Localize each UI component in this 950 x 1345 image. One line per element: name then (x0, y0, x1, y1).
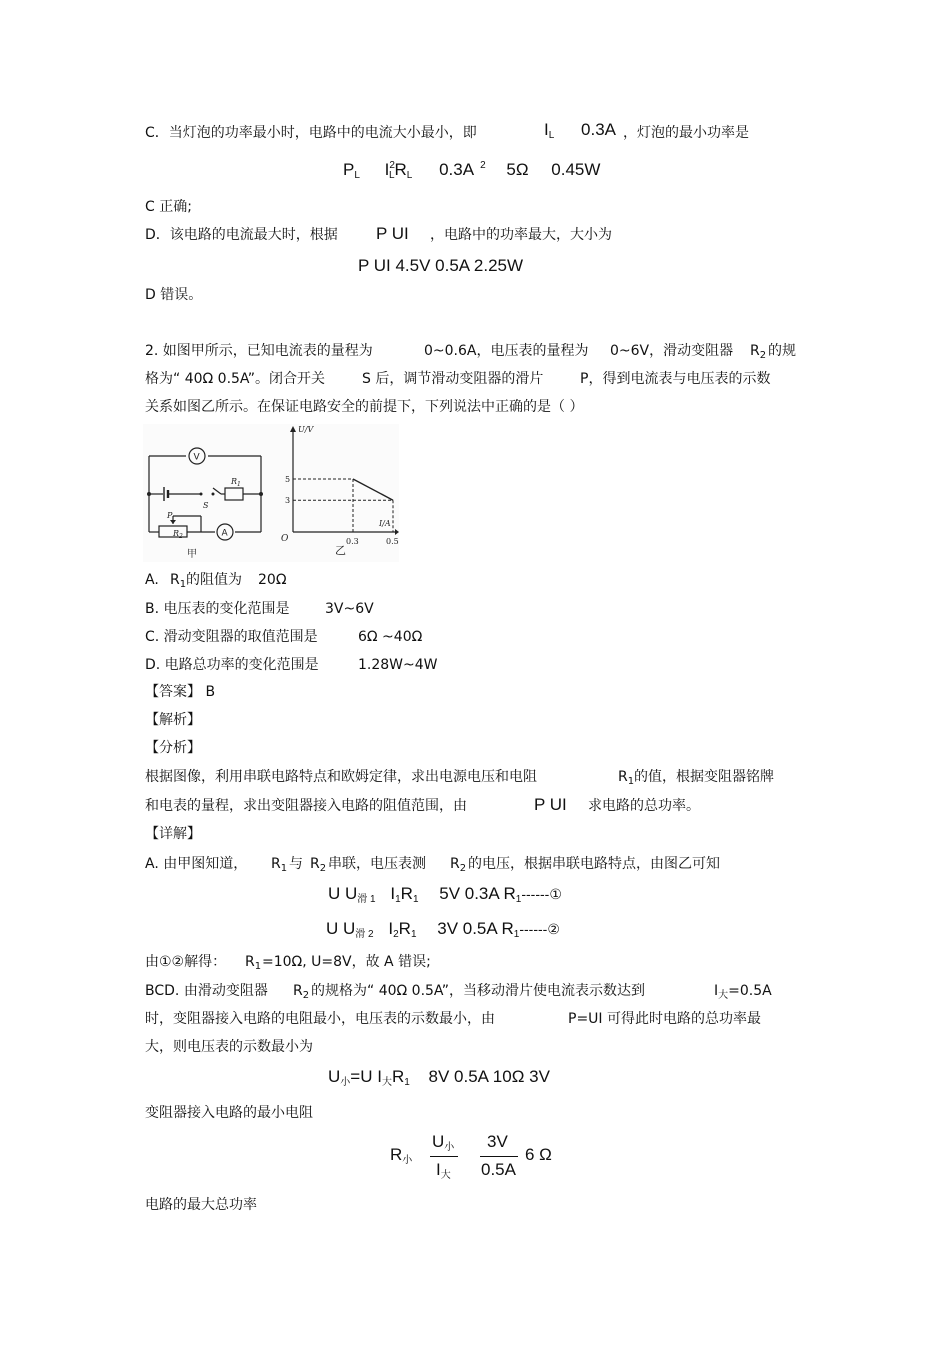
option-a-value: 20Ω (258, 572, 287, 588)
formula-il: $I_L$ 0.3A (544, 120, 617, 141)
detail-a-r2: $R_2$ (310, 856, 327, 874)
bcd-r2: $R_2$ (293, 983, 310, 1001)
option-b-value: 3V~6V (325, 601, 374, 617)
rmin-denominator: $I_大$ (436, 1160, 451, 1181)
solve-1: 由①②解得： (145, 954, 227, 970)
detail-a-2: 与 (289, 856, 303, 872)
option-d-text: D. 电路总功率的变化范围是 (145, 657, 319, 673)
option-b-text: B. 电压表的变化范围是 (145, 601, 290, 617)
formula-rmin-lhs: $R_小$ (390, 1145, 413, 1166)
x-tick-label-1: 0.5 (386, 537, 399, 546)
analysis-line-2a: 和电表的量程，求出变阻器接入电路的阻值范围，由 (145, 798, 467, 814)
d-line-1b: ，电路中的功率最大，大小为 (430, 227, 612, 243)
r2-label: $R_2$ (173, 529, 183, 540)
node-left (147, 492, 151, 496)
solve-2: =10Ω, U=8V，故 A 错误; (262, 954, 431, 970)
rmin-denominator-2: 0.5A (481, 1160, 516, 1179)
section-fenxi: 【分析】 (145, 740, 201, 756)
detail-a-3: 串联，电压表测 (328, 856, 426, 872)
q2-line-2c: P，得到电流表与电压表的示数 (580, 371, 771, 387)
option-d-value: 1.28W~4W (358, 657, 438, 673)
figure-background (143, 424, 399, 562)
r1-label: $R_1$ (231, 477, 241, 488)
option-a-prefix: A. (145, 572, 159, 588)
q2-line-2a: 格为“ 40Ω 0.5A”。闭合开关 (145, 371, 326, 387)
label-yi: 乙 (335, 544, 346, 557)
circuit-and-graph-figure (143, 424, 399, 562)
rmin-numerator-2: 3V (487, 1132, 508, 1151)
equation-1: U $U_{滑 1}$ $I_1R_1$ 5V 0.3A $R_1------①$ (328, 884, 562, 905)
detail-a-4: 的电压，根据串联电路特点，由图乙可知 (468, 856, 720, 872)
formula-pui-d: P UI (376, 224, 409, 243)
d-wrong: D 错误。 (145, 287, 203, 303)
formula-pl: $P_L$ $I^2_LR_L$ 0.3A $^2$ 5Ω 0.45W (343, 160, 601, 181)
detail-a-r1: $R_1$ (271, 856, 288, 874)
q2-line-1b: 0~0.6A，电压表的量程为 (424, 343, 589, 359)
analysis-line-1a: 根据图像，利用串联电路特点和欧姆定律，求出电源电压和电阻 (145, 769, 537, 785)
label-jia: 甲 (187, 549, 197, 560)
option-a-r1: $R_1$ (170, 572, 187, 590)
analysis-line-2b: 求电路的总功率。 (588, 798, 700, 814)
answer: 【答案】 B (145, 684, 216, 700)
origin-label: O (281, 534, 289, 544)
bcd-line-1b: 的规格为“ 40Ω 0.5A”，当移动滑片使电流表示数达到 (311, 983, 646, 999)
node-right (259, 492, 263, 496)
u-axis-label: U/V (298, 425, 314, 434)
rmin-result: 6 Ω (525, 1145, 552, 1164)
analysis-r1: $R_1$ (618, 769, 635, 787)
formula-pd: P UI 4.5V 0.5A 2.25W (358, 256, 524, 275)
section-xiangjie: 【详解】 (145, 826, 201, 842)
rmin-fraction-line-1 (430, 1156, 458, 1157)
y-tick-label-0: 5 (285, 475, 291, 484)
d-line-1a: D．该电路的电流最大时，根据 (145, 227, 338, 243)
c-line-1b: ，灯泡的最小功率是 (623, 125, 749, 141)
bcd-line-3: 大，则电压表的示数最小为 (145, 1039, 313, 1055)
bcd-line-1a: BCD. 由滑动变阻器 (145, 983, 268, 999)
y-tick-label-1: 3 (285, 496, 291, 506)
bcd-line-2a: 时，变阻器接入电路的电阻最小，电压表的示数最小，由 (145, 1011, 495, 1027)
q2-r2: $R_2$ (750, 343, 767, 361)
detail-a-r2b: $R_2$ (450, 856, 467, 874)
ammeter-label: A (221, 528, 228, 539)
option-a-text: 的阻值为 (186, 572, 242, 588)
rmin-fraction-line-2 (480, 1156, 518, 1157)
switch-contact-right (212, 493, 215, 496)
q2-line-1c: 0~6V，滑动变阻器 (610, 343, 734, 359)
equation-2: U $U_{滑 2}$ $I_2R_1$ 3V 0.5A $R_1------②$ (326, 919, 560, 940)
bcd-line-2b: P=UI 可得此时电路的总功率最 (568, 1011, 761, 1027)
switch-label: S (203, 501, 209, 510)
solve-r1: $R_1$ (245, 954, 262, 972)
x-tick-label-0: 0.3 (346, 537, 359, 546)
bcd-i-big: $I_大=0.5A$ (714, 983, 772, 1001)
min-r-text: 变阻器接入电路的最小电阻 (145, 1105, 313, 1121)
q2-line-3: 关系如图乙所示。在保证电路安全的前提下，下列说法中正确的是（ ） (145, 399, 584, 415)
switch-contact-left (200, 493, 203, 496)
option-c-value: 6Ω ~40Ω (358, 629, 423, 645)
q2-line-1d: 的规 (768, 343, 796, 359)
c-line-1a: C．当灯泡的功率最小时，电路中的电流大小最小，即 (145, 125, 477, 141)
max-p-text: 电路的最大总功率 (145, 1197, 257, 1213)
c-correct: C 正确; (145, 199, 192, 215)
section-jiexi: 【解析】 (145, 712, 201, 728)
q2-line-1a: 2. 如图甲所示，已知电流表的量程为 (145, 343, 373, 359)
formula-pui-analysis: P UI (534, 795, 567, 814)
formula-umin: $U_小=U$ $I_大R_1$ 8V 0.5A 10Ω 3V (328, 1067, 550, 1088)
q2-line-2b: S 后，调节滑动变阻器的滑片 (362, 371, 544, 387)
option-c-text: C. 滑动变阻器的取值范围是 (145, 629, 318, 645)
p-label: P (167, 511, 173, 520)
i-axis-label: I/A (379, 519, 391, 528)
analysis-line-1b: 的值，根据变阻器铭牌 (634, 769, 774, 785)
rmin-numerator: $U_小$ (432, 1132, 455, 1153)
voltmeter-label: V (193, 452, 200, 463)
resistor-r1 (225, 488, 243, 500)
detail-a-1: A. 由甲图知道， (145, 856, 248, 872)
